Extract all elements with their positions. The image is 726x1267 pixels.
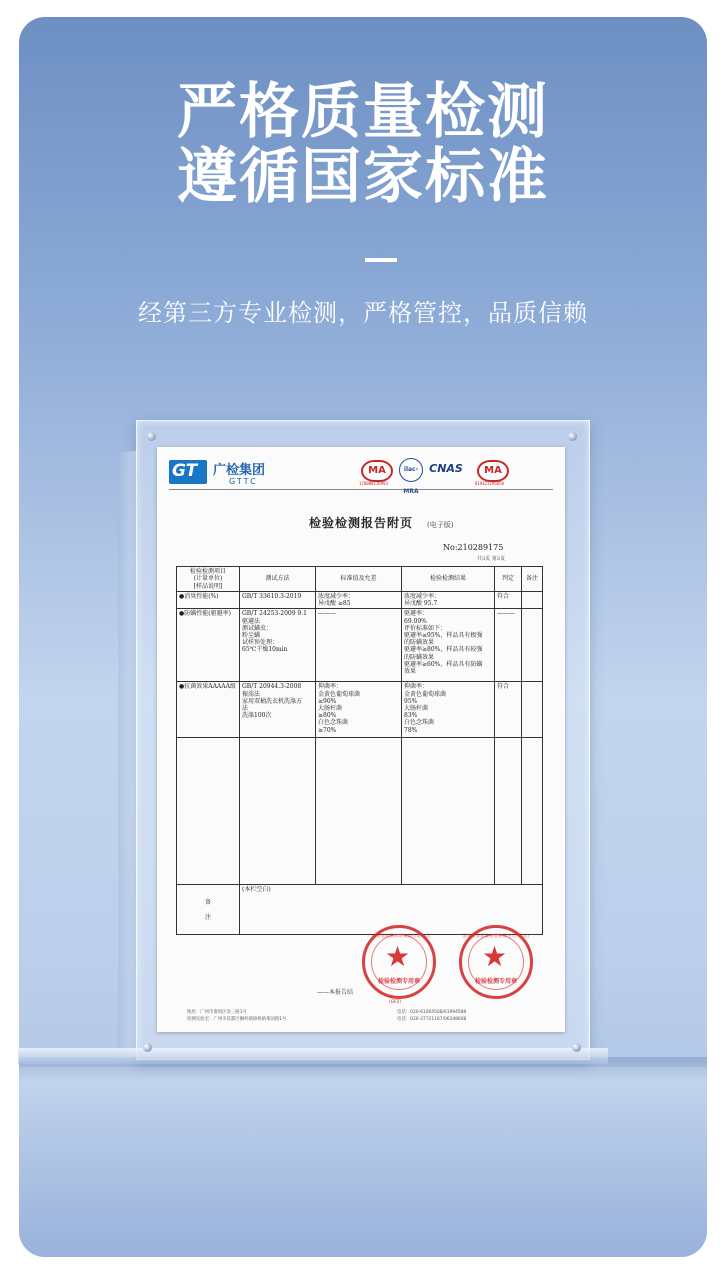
cell-result xyxy=(402,609,495,682)
text-line: GB/T 24253-2009 9.1 xyxy=(242,610,307,618)
remarks-label xyxy=(177,885,240,935)
text-line: 驱避法 xyxy=(242,617,261,625)
cell-method xyxy=(240,592,316,609)
cell-item xyxy=(177,682,240,738)
header-note xyxy=(522,567,543,592)
table-row xyxy=(177,682,543,738)
gttc-logo: GT xyxy=(169,460,207,484)
cell-note xyxy=(522,682,543,738)
text-line: ≥70% xyxy=(318,726,337,734)
text-line: 符合 xyxy=(497,593,510,600)
cell-result xyxy=(402,592,495,609)
text-line: 65℃干燥10min xyxy=(242,646,288,654)
ilac-mark: ilac-MRA xyxy=(399,458,423,482)
subtitle: 经第三方专业检测，严格管控，品质信赖 xyxy=(138,299,588,327)
text-line: 家用双桶洗衣机洗涤方 xyxy=(242,697,303,705)
text-line: 69.09% xyxy=(404,617,427,625)
text-line: 抑菌率： xyxy=(404,683,429,691)
cell-method xyxy=(240,609,316,682)
report-number: No:210289175 xyxy=(443,543,504,552)
report-page-info: 共3页 第3页 xyxy=(477,556,505,562)
text-line: 78% xyxy=(404,726,418,734)
text-line: 检验检测项目 xyxy=(189,568,226,576)
text-line: ——— xyxy=(318,610,336,618)
text-line: 备 xyxy=(204,899,211,907)
text-line: 白色念珠菌 xyxy=(318,719,349,727)
table-header-row xyxy=(177,567,543,592)
header-item xyxy=(177,567,240,592)
text-line: 符合 xyxy=(497,683,510,691)
cell-note xyxy=(522,592,543,609)
text-line: ●消臭性能(%) xyxy=(179,593,219,600)
header-method xyxy=(240,567,316,592)
text-line: 检验检测结果 xyxy=(429,575,466,583)
title-divider xyxy=(365,258,397,262)
text-line: 法 xyxy=(242,705,249,713)
text-line: 浓度减少率： xyxy=(404,593,441,600)
table-row-empty xyxy=(177,738,543,885)
text-line xyxy=(179,906,237,913)
report-table xyxy=(176,566,543,935)
cma-number-right: 019421195050 xyxy=(475,481,504,486)
cell-method xyxy=(240,682,316,738)
acrylic-stand-base xyxy=(18,1048,608,1064)
text-line: 注 xyxy=(204,913,211,921)
text-line: 的防螨效果 xyxy=(404,639,435,647)
table-row xyxy=(177,609,543,682)
text-line: 粉尘螨 xyxy=(242,632,261,640)
text-line: GB/T 33610.3-2019 xyxy=(242,593,302,600)
text-line: 的防螨效果 xyxy=(404,653,435,661)
text-line: GB/T 20944.3-2008 xyxy=(242,683,302,691)
text-line: 评价标准如下： xyxy=(404,624,447,632)
text-line: 抑菌率： xyxy=(318,683,343,691)
cell-verdict xyxy=(495,682,522,738)
text-line: 标准值及允差 xyxy=(340,575,377,583)
text-line: 驱避率： xyxy=(404,610,429,618)
text-line: ≥90% xyxy=(318,697,337,705)
star-icon: ★ xyxy=(482,940,508,973)
text-line: 金黄色葡萄球菌 xyxy=(318,690,361,698)
cma-mark: MA xyxy=(361,460,393,482)
text-line: [样品说明] xyxy=(193,582,223,590)
table-row xyxy=(177,592,543,609)
text-line: 大肠杆菌 xyxy=(404,705,429,713)
header-standard xyxy=(316,567,402,592)
text-line: 异戊酸 ≥85 xyxy=(318,600,351,608)
cell-item xyxy=(177,592,240,609)
text-line: 判定 xyxy=(501,575,514,583)
cell-verdict xyxy=(495,609,522,682)
text-line: 大肠杆菌 xyxy=(318,705,343,713)
report-edition: (电子版) xyxy=(427,521,454,529)
footer-phone-2: 电话：020-37721167/06348608 xyxy=(397,1017,467,1022)
footer-lab-address: 检测实验室：广州市花都区狮岭镇锦桥路莱园路1号 xyxy=(187,1017,287,1022)
headline-line1: 严格质量检测 xyxy=(177,77,549,147)
text-line: ●抗菌效果AAAAA级 xyxy=(179,683,236,691)
header-verdict xyxy=(495,567,522,592)
text-line: (本栏空白) xyxy=(242,886,271,894)
seal-code: (GF2) xyxy=(389,1000,402,1005)
text-line: 洗涤100次 xyxy=(242,712,272,720)
text-line: 振荡法 xyxy=(242,690,261,698)
text-line: 试样预处理： xyxy=(242,639,279,647)
screw-icon xyxy=(147,432,156,441)
cell-standard xyxy=(316,609,402,682)
text-line: 异戊酸 95.7 xyxy=(404,600,438,608)
header-result xyxy=(402,567,495,592)
text-line: 白色念珠菌 xyxy=(404,719,435,727)
org-name: 广检集团 xyxy=(213,463,266,478)
text-line: ——— xyxy=(497,610,515,618)
cnas-mark: CNAS xyxy=(429,462,463,475)
display-floor xyxy=(19,1067,707,1257)
text-line: 95% xyxy=(404,697,418,705)
acrylic-stand-side xyxy=(118,451,136,1060)
text-line: 浓度减少率： xyxy=(318,593,355,600)
official-seal-left: 广州检验检测认证集团有限公司 ★ 检验检测专用章 xyxy=(362,925,436,999)
text-line: 备注 xyxy=(525,575,538,583)
org-abbr: GTTC xyxy=(229,477,258,486)
test-report-page xyxy=(157,447,565,1032)
cell-standard xyxy=(316,682,402,738)
cell-item xyxy=(177,609,240,682)
screw-icon xyxy=(143,1043,152,1052)
text-line: 效果 xyxy=(404,668,417,676)
official-seal-right: 国家服装质量检验检测中心(广东) ★ 检验检测专用章 xyxy=(459,925,533,999)
cell-standard xyxy=(316,592,402,609)
cell-verdict xyxy=(495,592,522,609)
text-line: 金黄色葡萄球菌 xyxy=(404,690,447,698)
footer-address: 地址：广州市番禺区洛三路1号 xyxy=(187,1010,247,1015)
cell-note xyxy=(522,609,543,682)
cma-number-left: 170000116993 xyxy=(359,481,388,486)
screw-icon xyxy=(568,432,577,441)
cell-result xyxy=(402,682,495,738)
footer-phone: 电话：020-61064508/61994589 xyxy=(397,1010,467,1015)
text-line: ≥80% xyxy=(318,712,337,720)
text-line: (计量单位) xyxy=(193,575,223,583)
text-line: 测试方法 xyxy=(265,575,290,583)
text-line: 驱避率≥80%，样品具有较强 xyxy=(404,646,483,654)
report-title: 检验检测报告附页 xyxy=(308,516,413,530)
text-line: 83% xyxy=(404,712,418,720)
text-line: 驱避率≥95%，样品具有极强 xyxy=(404,632,483,640)
header-rule xyxy=(169,489,553,490)
star-icon: ★ xyxy=(385,940,411,973)
headline-line2: 遵循国家标准 xyxy=(177,142,549,212)
text-line: ●防螨性能(驱避率) xyxy=(179,610,231,618)
text-line: 测试螨虫： xyxy=(242,624,273,632)
text-line: 驱避率≥60%，样品具有防螨 xyxy=(404,660,483,668)
cma-mark: MA xyxy=(477,460,509,482)
screw-icon xyxy=(572,1043,581,1052)
report-end-caption: ——本报告结 xyxy=(317,989,354,996)
